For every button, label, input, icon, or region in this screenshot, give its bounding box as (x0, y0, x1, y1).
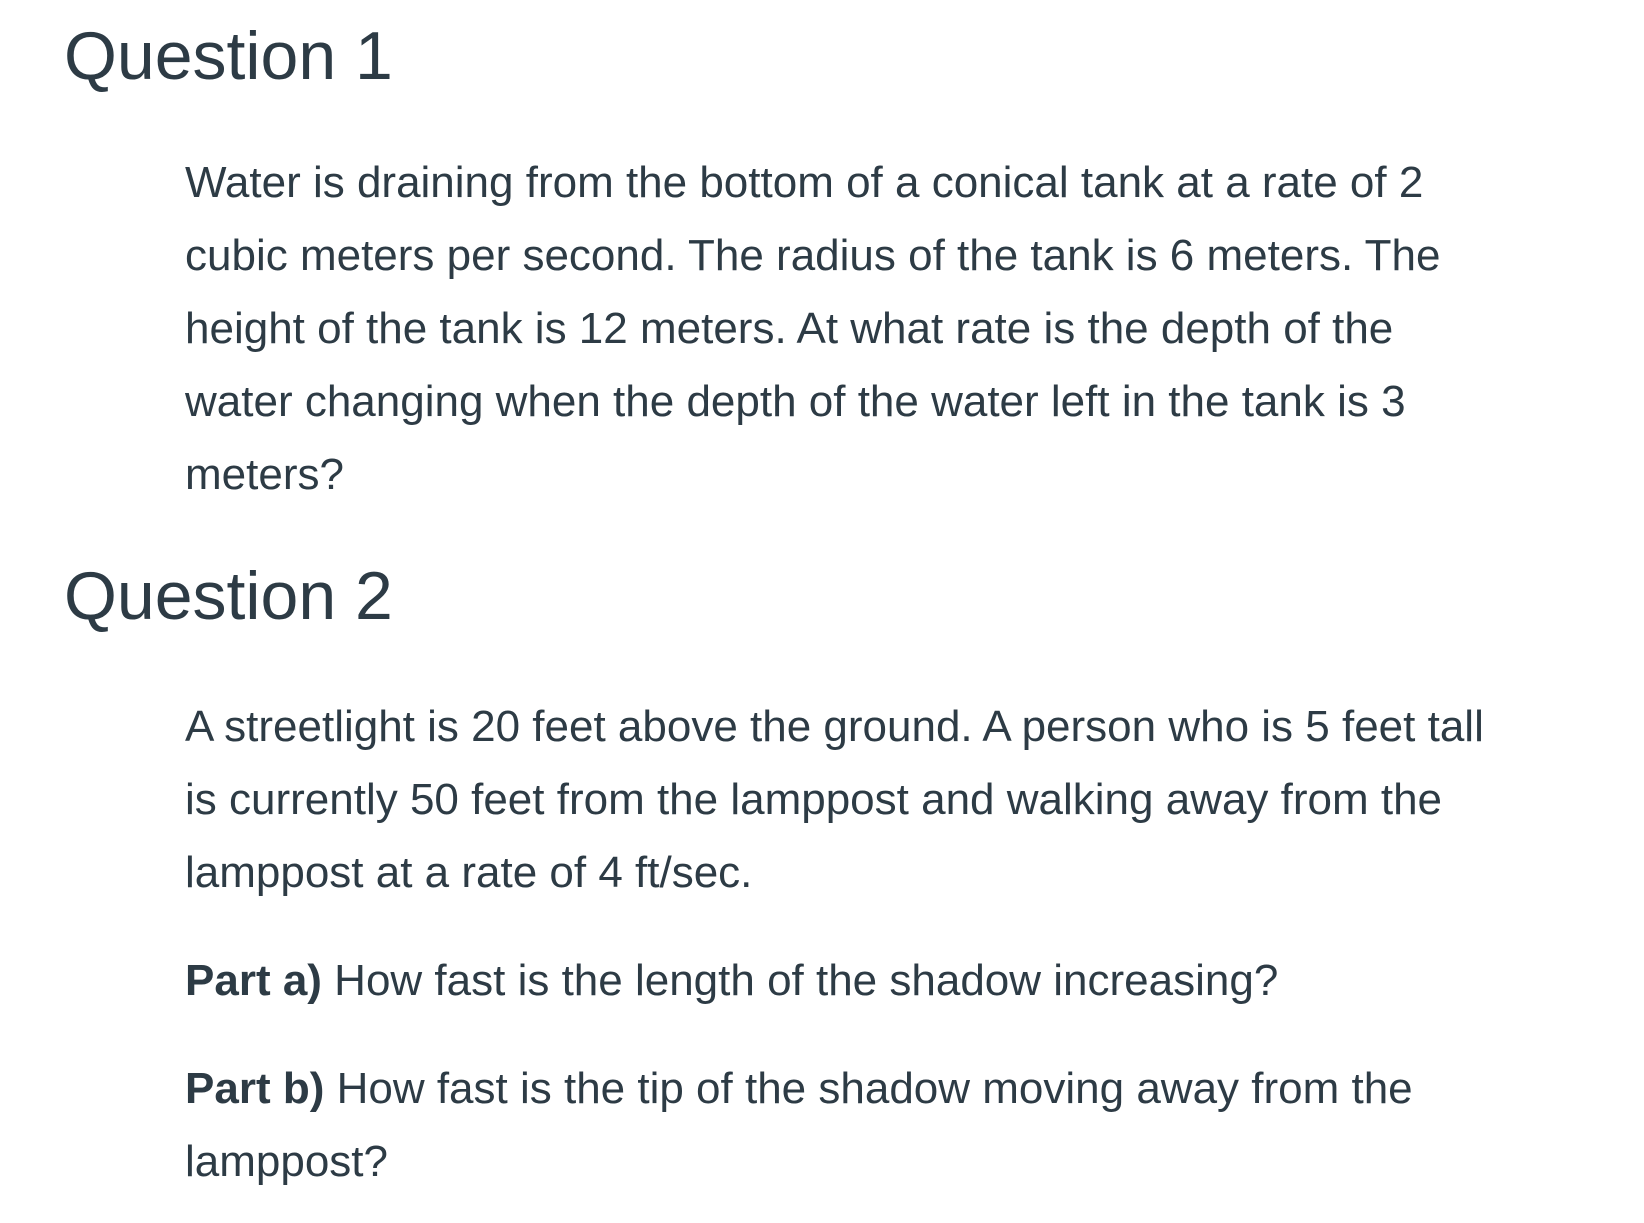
question-2-line: is currently 50 feet from the lamppost and walking away from the (185, 775, 1443, 824)
part-a-text: How fast is the length of the shadow increasing? (321, 956, 1279, 1005)
question-1-line: cubic meters per second. The radius of the tank is 6 meters. The (185, 231, 1441, 280)
part-b-text: How fast is the tip of the shadow moving away from the (324, 1064, 1413, 1113)
part-a-line (185, 944, 1635, 1017)
question-2-part-b (185, 1052, 1635, 1198)
question-2-line: A streetlight is 20 feet above the ground. A person who is 5 feet tall (185, 702, 1484, 751)
part-b-label: Part b) (185, 1064, 325, 1113)
part-b-line (185, 1052, 1635, 1125)
question-1-line: height of the tank is 12 meters. At what rate is the depth of the (185, 304, 1394, 353)
part-b-line: lamppost? (185, 1137, 389, 1186)
question-2-line: lamppost at a rate of 4 ft/sec. (185, 848, 753, 897)
question-1-heading: Question 1 (64, 18, 393, 94)
question-1-text (185, 146, 1635, 511)
question-1-line: Water is draining from the bottom of a conical tank at a rate of 2 (185, 158, 1424, 207)
question-2-text (185, 690, 1635, 909)
part-a-label: Part a) (185, 956, 322, 1005)
question-1-line: meters? (185, 450, 344, 499)
question-2-heading: Question 2 (64, 558, 393, 634)
question-1-line: water changing when the depth of the water left in the tank is 3 (185, 377, 1406, 426)
question-2-part-a (185, 944, 1635, 1017)
